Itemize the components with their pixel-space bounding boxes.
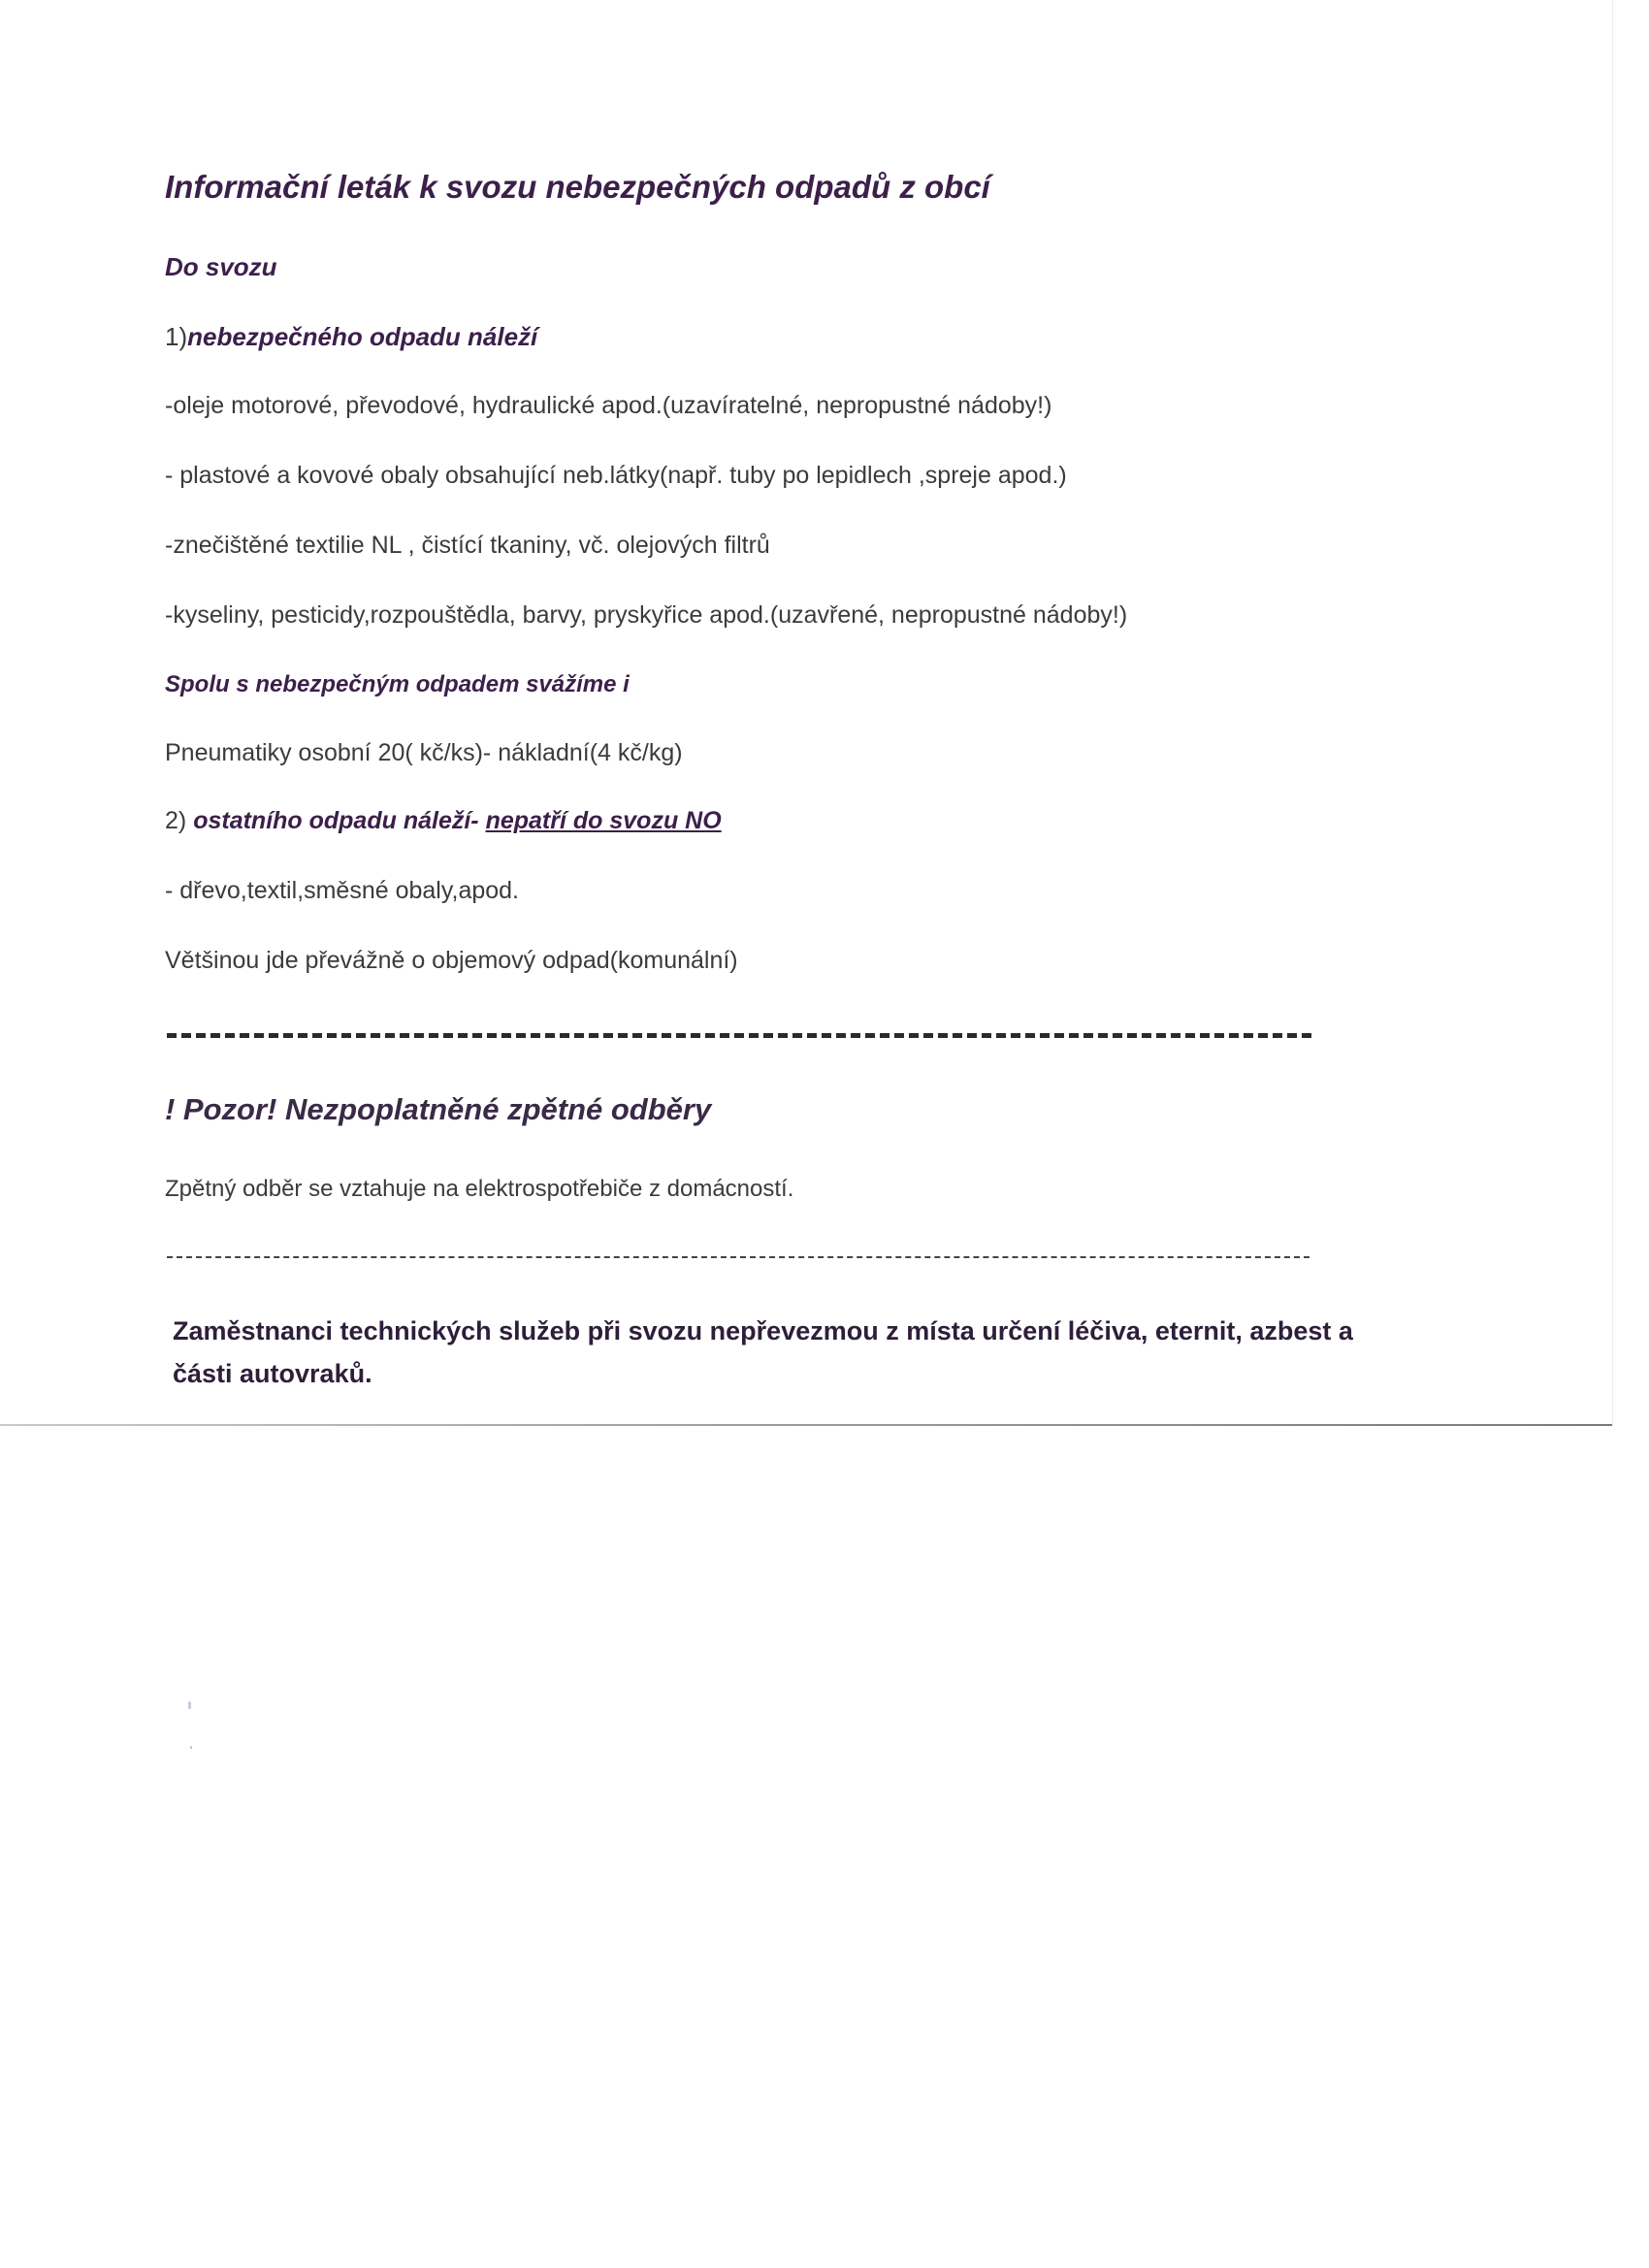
blank-scan-area bbox=[0, 1428, 1649, 2268]
intro-heading: Do svozu bbox=[165, 252, 277, 281]
section2-exclusion-note: nepatří do svozu NO bbox=[485, 807, 722, 834]
section2-heading bbox=[165, 807, 722, 835]
section1-title: nebezpečného odpadu náleží bbox=[187, 322, 538, 351]
notice-text: Zpětný odběr se vztahuje na elektrospotřebiče z domácností. bbox=[165, 1176, 794, 1202]
paper-fold-edge bbox=[0, 1424, 1612, 1426]
section2-number: 2) bbox=[165, 807, 194, 834]
section1-item-oils: -oleje motorové, převodové, hydraulické apod.(uzavíratelné, nepropustné nádoby!) bbox=[165, 392, 1052, 419]
notice-heading: ! Pozor! Nezpoplatněné zpětné odběry bbox=[165, 1092, 712, 1126]
scan-speck-small bbox=[190, 1746, 192, 1749]
section2-item-wood: - dřevo,textil,směsné obaly,apod. bbox=[165, 877, 520, 904]
section2-item-bulky: Většinou jde převážně o objemový odpad(komunální) bbox=[165, 947, 738, 974]
divider-thin bbox=[167, 1256, 1310, 1258]
final-note: Zaměstnanci technických služeb při svozu nepřevezmou z místa určení léčiva, eternit, azbest a části autovraků. bbox=[173, 1316, 1353, 1388]
section1-number: 1) bbox=[165, 322, 188, 351]
leaflet-title: Informační leták k svozu nebezpečných odpadů z obcí bbox=[165, 169, 990, 205]
section2-title: ostatního odpadu náleží- bbox=[193, 807, 486, 834]
also-collected-heading: Spolu s nebezpečným odpadem svážíme i bbox=[165, 671, 630, 697]
tires-pricing: Pneumatiky osobní 20( kč/ks)- nákladní(4 kč/kg) bbox=[165, 739, 683, 766]
section1-item-textiles: -znečištěné textilie NL , čistící tkaniny, vč. olejových filtrů bbox=[165, 532, 770, 559]
section1-item-acids: -kyseliny, pesticidy,rozpouštědla, barvy, pryskyřice apod.(uzavřené, nepropustné nádoby!) bbox=[165, 601, 1128, 629]
section1-heading bbox=[165, 322, 537, 352]
divider-bold bbox=[167, 1033, 1311, 1038]
scan-speck bbox=[188, 1701, 191, 1709]
section1-item-packaging: - plastové a kovové obaly obsahující neb.látky(např. tuby po lepidlech ,spreje apod.) bbox=[165, 462, 1067, 489]
